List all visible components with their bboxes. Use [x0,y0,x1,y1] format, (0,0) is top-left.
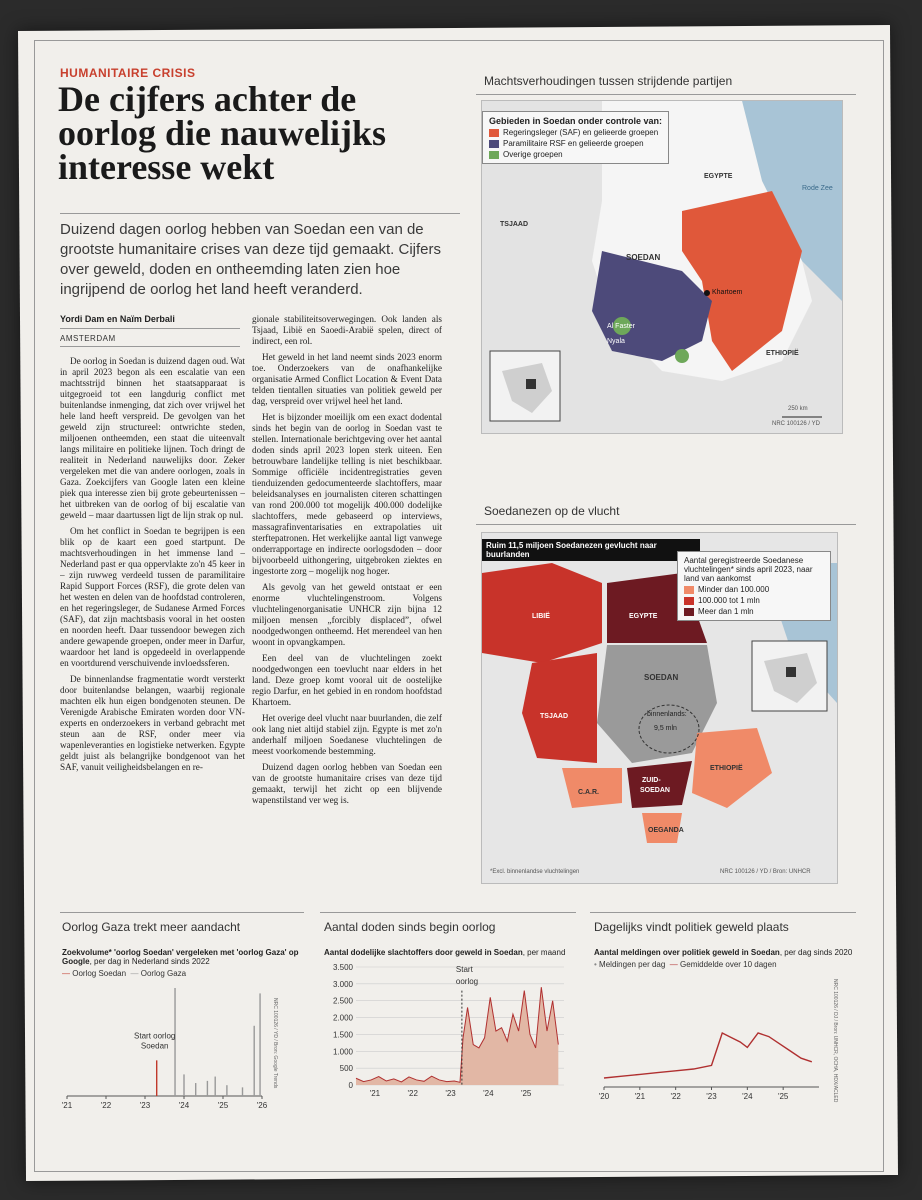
country-tsjaad [522,653,597,763]
label-soedan: SOEDAN [626,253,661,262]
legend-soedan: Oorlog Soedan [72,969,127,978]
inset-sudan [786,667,796,677]
map2-footnote: *Excl. binnenlandse vluchtelingen [490,869,580,875]
chart-subtitle-rest: , per dag in Nederland sinds 2022 [89,957,210,966]
map1-title: Machtsverhoudingen tussen strijdende partijen [484,74,733,88]
chart-section-title: Aantal doden sinds begin oorlog [324,920,496,934]
legend-daily: Meldingen per dag [599,960,666,969]
x-tick-label: '24 [742,1092,753,1101]
chart-subtitle-rest: , per maand [522,948,566,957]
legend-label: Meer dan 1 mln [698,607,754,616]
chart-subtitle-rest: , per dag sinds 2020 [779,948,853,957]
label-nyala: Nyala [607,338,625,345]
article-paragraph: gionale stabiliteitsoverwegingen. Ook landen als Tsjaad, Libië en Saoedi-Arabië spelen, direct of indirect, een rol. [252,314,442,346]
label-car: C.A.R. [578,789,599,796]
chart-subtitle-bold: Aantal meldingen over politiek geweld in Soedan [594,948,780,957]
chart-gaza [62,920,302,1117]
x-tick-label: '21 [634,1092,646,1101]
violence-chart [594,969,844,1104]
label-ethiopie: ETHIOPIË [710,765,743,772]
divider [60,328,240,329]
legend-item [489,139,662,148]
legend-title: Gebieden in Soedan onder controle van: [489,116,663,126]
legend-label: Regeringsleger (SAF) en gelieerde groepen [503,128,659,137]
x-tick-label: '25 [777,1092,789,1101]
map2-banner: Ruim 11,5 miljoen Soedanezen gevlucht naar buurlanden [482,539,700,561]
kicker: HUMANITAIRE CRISIS [60,66,196,80]
x-tick-label: '21 [369,1089,381,1098]
label-soedan: SOEDAN [644,673,679,682]
chart-section-title: Oorlog Gaza trekt meer aandacht [62,920,241,934]
chart-credit: NRC 100126 / YD / Bron: Google Trends [272,998,278,1089]
x-tick-label: '22 [100,1101,112,1110]
map1-legend [482,111,669,164]
legend-dot: • [594,960,597,969]
deaths-area [356,987,558,1085]
label-al-faster: Al Faster [607,323,636,330]
legend-item [489,150,662,159]
chart-credit: NRC 100126 / DJ / Bron: UNHCR, OCHA, HDX/ACLED [832,979,838,1103]
label-binnenlands-value: 9,5 mln [654,725,677,732]
x-tick-label: '24 [178,1101,190,1110]
chart-subtitle [62,948,302,966]
article-column-1 [60,356,245,896]
label-tsjaad: TSJAAD [540,713,569,720]
legend-gaza: Oorlog Gaza [140,969,187,978]
label-zuid: ZUID- [642,777,661,784]
y-tick-label: 2.000 [332,1013,353,1023]
map2-credit: NRC 100126 / YD / Bron: UNHCR [720,869,811,875]
article-paragraph: De oorlog in Soedan is duizend dagen oud. Wat in april 2023 begon als een escalatie van een machtsstrijd binnen het staatsapparaat is uitgegroeid tot een langdurig conflict met buitenlandse inmenging, dat zich over vrijwel het hele land heeft verspreid. De gevolgen van het geweld zijn structureel: ontwrichte steden, miljoenen ontheemden, een staat die uiteenvalt langs militaire en politieke lijnen. Toch dringt de realiteit in Nederland nauwelijks door. Zeker vergeleken met die van andere oorlogen, zoals in Gaza. Zoekcijfers van Google laten een kleine piek qua interesse zien bij grote gebeurtenissen – het uitbreken van de oorlog of bij escalatie van geweld – maar daartussen ligt de lijn strak op nul. [60,356,245,520]
article-paragraph: Als gevolg van het geweld ontstaat er een enorme vluchtelingenstroom. Volgens vluchtelingenorganisatie UNHCR zijn bijna 12 miljoen mensen „forcibly displaced”, ofwel noodgedwongen ontheemd. Het merendeel van hen woont in opvangkampen. [252,582,442,647]
refugee-map [481,532,838,884]
chart-subtitle-bold: Zoekvolume* 'oorlog Soedan' vergeleken met 'oorlog Gaza' op Google [62,948,299,966]
y-tick-label: 0 [348,1081,353,1090]
annotation-line1: Start [455,965,473,975]
map2-legend [677,551,831,621]
label-tsjaad: TSJAAD [500,221,529,228]
x-tick-label: '24 [483,1089,494,1098]
divider [60,912,304,913]
x-tick-label: '23 [706,1092,717,1101]
other-groups-area [675,349,689,363]
y-tick-label: 1.500 [332,1030,353,1040]
chart-legend [594,960,854,969]
divider [60,213,460,214]
country-zuid-soedan [627,761,692,808]
x-tick-label: '23 [139,1101,151,1110]
legend-swatch-gaza: — [130,969,139,978]
article-paragraph: Het overige deel vlucht naar buurlanden, die zelf ook lang niet altijd stabiel zijn. Egypte is met zo'n anderhalf miljoen Soedanese vluchtelingen de meest voorkomende bestemming. [252,713,442,756]
x-tick-label: '20 [598,1092,610,1101]
article-column-2 [252,314,442,894]
byline: Yordi Dam en Naïm Derbali [60,314,175,324]
legend-average: Gemiddelde over 10 dagen [680,960,777,969]
divider [476,94,856,95]
legend-swatch [684,597,694,605]
y-tick-label: 3.500 [332,963,353,972]
inset-sudan [526,379,536,389]
scale-label: 250 km [788,406,808,412]
legend-item [684,607,824,616]
x-tick-label: '25 [520,1089,532,1098]
legend-label: Overige groepen [503,150,563,159]
chart-subtitle [324,948,574,957]
y-tick-label: 2.500 [332,996,353,1006]
y-tick-label: 3.000 [332,979,353,989]
legend-swatch [684,608,694,616]
article-paragraph: Duizend dagen oorlog hebben van Soedan een van de grootste humanitaire crises van deze tijd gemaakt, terwijl het zicht op een blijvende wapenstilstand ver weg is. [252,762,442,805]
control-map [481,100,843,434]
legend-item [489,128,662,137]
x-tick-label: '23 [445,1089,456,1098]
legend-item [684,585,824,594]
label-khartoem: Khartoem [712,289,743,296]
map2-title: Soedanezen op de vlucht [484,504,620,518]
annotation-line1: Start oorlog [134,1031,176,1041]
label-zuid-soedan: SOEDAN [640,787,670,794]
gaza-search-chart [62,978,282,1113]
legend-swatch [489,129,499,137]
label-rode-zee: Rode Zee [802,185,833,192]
annotation-line2: oorlog [455,976,479,986]
legend-swatch [684,586,694,594]
legend-item [684,596,824,605]
legend-swatch-soedan: — [62,969,70,978]
legend-label: Paramilitaire RSF en gelieerde groepen [503,139,644,148]
article-paragraph: Het geweld in het land neemt sinds 2023 enorm toe. Onderzoekers van de onafhankelijke organisatie Armed Conflict Location & Event Data telden tientallen situaties van politiek geweld per dag, verspreid over vrijwel heel het land. [252,352,442,406]
x-tick-label: '25 [217,1101,229,1110]
legend-swatch [489,140,499,148]
map1-credit: NRC 100126 / YD [772,421,820,427]
y-tick-label: 1.000 [332,1047,353,1057]
country-car [562,768,622,808]
lead-paragraph: Duizend dagen oorlog hebben van Soedan een van de grootste humanitaire crises van deze tijd gemaakt. Cijfers over geweld, doden en ontheemding laten zien hoe ingrijpend de oorlog het land heeft veranderd. [60,221,442,298]
legend-title: Aantal geregistreerde Soedanese vluchtelingen* sinds april 2023, naar land van aankomst [684,556,813,583]
deaths-chart [324,957,574,1102]
article-paragraph: Om het conflict in Soedan te begrijpen is een blik op de kaart een goed startpunt. De machtsverhoudingen in het immense land – Nederland past er qua oppervlakte zo'n 45 keer in – zijn ruwweg verdeeld tussen de paramilitaire Rapid Support Forces (RSF), die grote delen van het westen en delen van de hoofdstad controleren, en het regeringsleger, de Sudanese Armed Forces (SAF), dat zijn machtsbasis vooral in het oosten en noorden heeft. Daar tussendoor bewegen zich andere gewapende groepen, onder meer in Darfur, waardoor het land is opgedeeld in overlappende en voortdurend verschuivende invloedssferen. [60,526,245,668]
chart-deaths [324,920,574,1106]
label-binnenlands: binnenlands: [647,711,687,718]
x-tick-label: '22 [670,1092,681,1101]
chart-subtitle-bold: Aantal dodelijke slachtoffers door geweld in Soedan [324,948,523,957]
legend-label: 100.000 tot 1 mln [698,596,760,605]
divider [476,524,856,525]
chart-subtitle [594,948,854,957]
divider [590,912,856,913]
chart-violence [594,920,854,1108]
x-tick-label: '21 [62,1101,73,1110]
dateline: AMSTERDAM [60,334,116,343]
legend-line: — [669,960,678,969]
x-tick-label: '26 [256,1101,268,1110]
article-paragraph: Het is bijzonder moeilijk om een exact dodental sinds het begin van de oorlog in Soedan vast te stellen. Internationale berichtgeving over het aantal doden sinds april 2023 lopen sterk uiteen. Een betrouwbare landelijke telling is niet beschikbaar. Sommige officiële incidentregistraties geven tienduizenden gedocumenteerde slachtoffers, maar beleidsanalyses en journalisten citeren schattingen van rond 200.000 tot mogelijk 400.000 dodelijke slachtoffers, mede gebaseerd op interviews, massagrafinventarisaties en extrapolaties uit sterftepatronen. Het werkelijke aantal ligt vanwege onderrapportage en indirecte oorlogsdoden – door bijvoorbeeld uithongering, uitgebroken ziektes en ingestorte zorg – mogelijk nog hoger. [252,412,442,576]
average-line [604,1033,812,1078]
chart-section-title: Dagelijks vindt politiek geweld plaats [594,920,789,934]
label-libie: LIBIË [532,613,550,620]
annotation-line2: Soedan [140,1041,169,1051]
label-ethiopie: ETHIOPIË [766,350,799,357]
legend-swatch [489,151,499,159]
legend-label: Minder dan 100.000 [698,585,770,594]
label-oeganda: OEGANDA [648,827,684,834]
headline: De cijfers achter de oorlog die nauwelijks interesse wekt [58,79,387,187]
article-paragraph: De binnenlandse fragmentatie wordt versterkt door buitenlandse belangen, waarbij regionale machten elk hun eigen bondgenoten steunen. De Verenigde Arabische Emiraten worden door VN-experts en onderzoekers in verband gebracht met steun aan de RSF, onder meer via wapenleveranties en logistieke netwerken. Egypte geldt juist als belangrijke bondgenoot van het SAF, vanuit veiligheidsbelangen en re- [60,674,245,772]
khartoum-marker [704,290,710,296]
divider [320,912,576,913]
label-egypte: EGYPTE [629,613,658,620]
chart-legend [62,969,302,978]
divider [60,346,240,347]
label-egypte: EGYPTE [704,173,733,180]
y-tick-label: 500 [339,1064,353,1074]
article-paragraph: Een deel van de vluchtelingen zoekt noodgedwongen een toevlucht naar elders in het land. Deze groep komt vooral uit de oostelijke regio Darfur, en het gebied in en rondom hoofdstad Khartoem. [252,653,442,707]
x-tick-label: '22 [407,1089,418,1098]
